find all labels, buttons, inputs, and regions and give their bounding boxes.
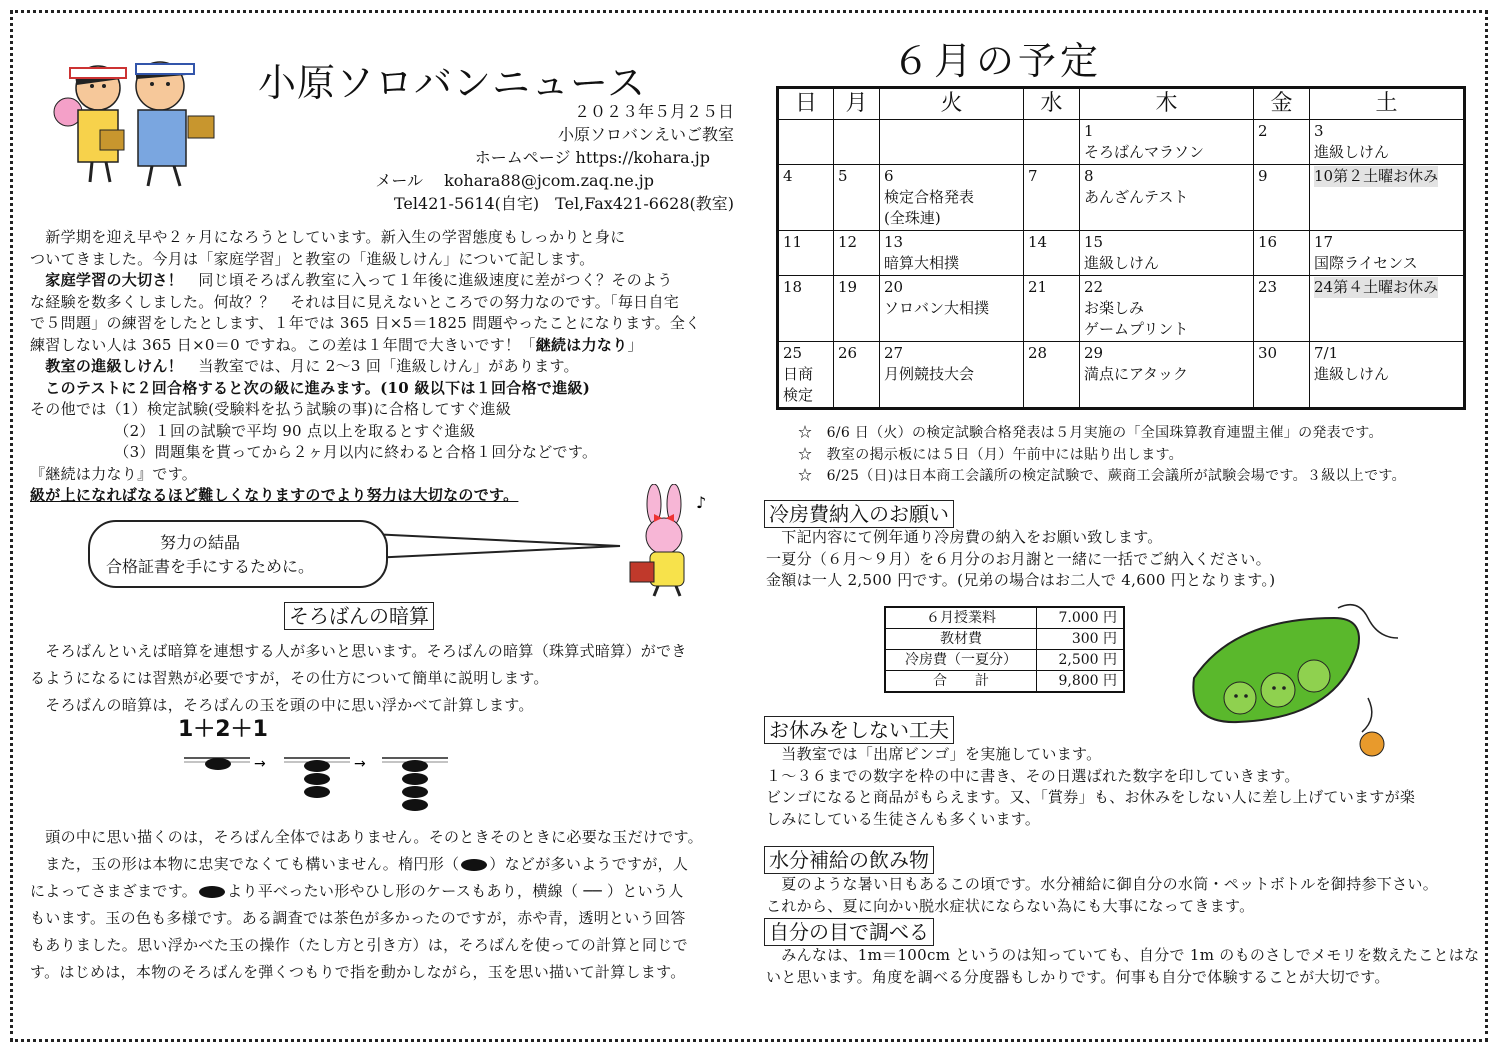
home-study-line: 練習しない人は 365 日×0＝0 ですね。この差は１年間で大きいです！「継続は力なり」 bbox=[30, 335, 643, 354]
calendar-day-cell bbox=[880, 165, 1024, 231]
eyes-section-title: 自分の目で調べる bbox=[764, 918, 934, 946]
eyes-line: みんなは、1m＝100cm というのは知っていても、自分で 1m のものさしでメモリを数えたことはな bbox=[766, 946, 1480, 964]
calendar-day-cell bbox=[834, 276, 880, 342]
rabbit-illustration bbox=[620, 484, 716, 600]
bead-ellipse-icon bbox=[461, 859, 487, 871]
water-section-title: 水分補給の飲み物 bbox=[764, 846, 934, 874]
newsletter-title: 小原ソロバンニュース bbox=[258, 61, 647, 105]
fee-total-row: 合 計 9,800 円 bbox=[885, 671, 1124, 693]
calendar-day-cell bbox=[1024, 342, 1080, 409]
eyes-text bbox=[766, 945, 1479, 988]
day-number: 16 bbox=[1258, 233, 1278, 251]
homepage-text: ホームページ https://kohara.jp bbox=[474, 148, 710, 167]
anzan-body-line: もありました。思い浮かべた玉の操作（たし方と引き方）は，そろばんを使っての計算と同じで bbox=[30, 936, 688, 954]
day-number: 5 bbox=[838, 167, 848, 185]
day-number: 7/1 bbox=[1314, 344, 1339, 362]
calendar-day-cell bbox=[1080, 120, 1254, 165]
day-event: 進級しけん bbox=[1314, 365, 1390, 383]
calendar-header-row bbox=[778, 88, 1465, 120]
day-event: ソロバン大相撲 bbox=[884, 299, 990, 317]
calendar-day-cell bbox=[1024, 120, 1080, 165]
anzan-body-line: す。はじめは，本物のそろばんを弾くつもりで指を動かしながら，玉を思い描いて計算します。 bbox=[30, 963, 686, 981]
cooling-line: 金額は一人 2,500 円です。(兄弟の場合はお二人で 4,600 円となります。) bbox=[766, 571, 1276, 589]
rest-text bbox=[766, 744, 1415, 830]
calendar-day-cell bbox=[1080, 165, 1254, 231]
day-event: そろばんマラソン bbox=[1084, 143, 1205, 161]
day-event: 第４土曜お休み bbox=[1333, 278, 1439, 296]
exam-line: （2）１回の試験で平均 90 点以上を取るとすぐ進級 bbox=[30, 421, 476, 440]
cooling-section-title: 冷房費納入のお願い bbox=[764, 500, 954, 528]
calendar-day-cell bbox=[1310, 165, 1465, 231]
calendar-day-cell bbox=[1080, 342, 1254, 409]
anzan-body-line: 頭の中に思い描くのは，そろばん全体ではありません。そのときそのときに必要な玉だけです。 bbox=[30, 828, 703, 846]
june-calendar bbox=[776, 86, 1466, 410]
calendar-week-row bbox=[778, 342, 1465, 409]
day-number: 13 bbox=[884, 233, 904, 251]
exam-line: その他では（1）検定試験(受験料を払う試験の事)に合格してすぐ進級 bbox=[30, 400, 512, 418]
day-number: 22 bbox=[1084, 278, 1104, 296]
fee-row: ６月授業料 7.000 円 bbox=[885, 607, 1124, 629]
home-study-line: な経験を数多くしました。何故？？ それは目に見えないところでの努力なのです。「毎日自宅 bbox=[30, 292, 680, 311]
anzan-formula: 1＋2＋1 bbox=[178, 717, 268, 742]
calendar-day-cell bbox=[880, 120, 1024, 165]
day-event: 満点にアタック bbox=[1084, 365, 1188, 383]
day-number: 12 bbox=[838, 233, 858, 251]
motto-text: 継続は力なり bbox=[535, 335, 628, 354]
schedule-notes bbox=[798, 423, 1406, 488]
abacus-bead-diagram bbox=[184, 750, 454, 820]
cooling-line: 下記内容にて例年通り冷房費の納入をお願い致します。 bbox=[766, 528, 1163, 546]
day-event: あんざんテスト bbox=[1084, 188, 1189, 206]
svg-text:♪: ♪ bbox=[696, 493, 707, 512]
calendar-day-cell bbox=[834, 120, 880, 165]
rest-section-title: お休みをしない工夫 bbox=[764, 716, 954, 744]
anzan-intro bbox=[30, 638, 687, 719]
calendar-day-cell bbox=[834, 231, 880, 276]
calendar-day-cell bbox=[1310, 231, 1465, 276]
anzan-body-line: また，玉の形は本物に忠実でなくても構いません。楕円形（ ）などが多いようですが，人 bbox=[30, 855, 689, 873]
calendar-day-cell bbox=[1254, 165, 1310, 231]
calendar-day-cell bbox=[1080, 276, 1254, 342]
calendar-day-cell bbox=[778, 231, 834, 276]
day-event: 暗算大相撲 bbox=[884, 254, 960, 272]
day-event: お楽しみ ゲームプリント bbox=[1084, 299, 1189, 338]
bead-ellipse-icon bbox=[199, 886, 225, 898]
calendar-day-cell bbox=[1310, 276, 1465, 342]
day-number: 11 bbox=[783, 233, 803, 251]
exam-line: 『継続は力なり』です。 bbox=[30, 464, 198, 483]
school-name: 小原ソロバンえいご教室 bbox=[557, 125, 734, 144]
day-number: 9 bbox=[1258, 167, 1268, 185]
day-number: 10 bbox=[1314, 167, 1334, 185]
anzan-body-line: もいます。玉の色も多様です。ある調査では茶色が多かったのですが，赤や青，透明という回答 bbox=[30, 909, 686, 927]
calendar-day-cell bbox=[1254, 342, 1310, 409]
calendar-day-cell bbox=[1310, 342, 1465, 409]
day-event: 進級しけん bbox=[1314, 143, 1390, 161]
day-number: 25 bbox=[783, 344, 803, 362]
calendar-day-cell bbox=[1254, 231, 1310, 276]
day-event: 日商 検定 bbox=[783, 365, 814, 404]
calendar-day-cell bbox=[834, 165, 880, 231]
anzan-body-line: によってさまざまです。 より平べったい形やひし形のケースもあり，横線（ ── ）という人 bbox=[30, 882, 684, 900]
day-number: 7 bbox=[1028, 167, 1038, 185]
day-event: 検定合格発表 (全珠連) bbox=[884, 188, 975, 227]
schedule-note: ☆ 6/25（日)は日本商工会議所の検定試験で、蕨商工会議所が試験会場です。３級以上です。 bbox=[798, 468, 1406, 484]
home-study-heading: 家庭学習の大切さ！ bbox=[30, 271, 184, 289]
day-event: 進級しけん bbox=[1084, 254, 1160, 272]
exam-conclusion: 級が上になればなるほど難しくなりますのでより努力は大切なのです。 bbox=[30, 486, 519, 504]
fee-table bbox=[884, 606, 1125, 693]
day-number: 14 bbox=[1028, 233, 1048, 251]
calendar-day-cell bbox=[1024, 231, 1080, 276]
calendar-day-cell bbox=[1254, 276, 1310, 342]
calendar-week-row bbox=[778, 165, 1465, 231]
day-header: 火 bbox=[880, 88, 1024, 120]
rest-line: １～３６までの数字を枠の中に書き、その日選ばれた数字を印していきます。 bbox=[766, 766, 1300, 785]
svg-text:→: → bbox=[254, 756, 266, 772]
header-info bbox=[0, 100, 734, 215]
day-number: 27 bbox=[884, 344, 904, 362]
day-number: 23 bbox=[1258, 278, 1278, 296]
day-event: 第２土曜お休み bbox=[1333, 167, 1439, 185]
day-number: 18 bbox=[783, 278, 803, 296]
day-number: 24 bbox=[1314, 278, 1334, 296]
home-study-line: 家庭学習の大切さ！ 同じ頃そろばん教室に入って１年後に進級速度に差がつく？そのよう bbox=[30, 271, 673, 289]
calendar-day-cell bbox=[1254, 120, 1310, 165]
day-header: 水 bbox=[1024, 88, 1080, 120]
intro-line: ついてきました。今月は「家庭学習」と教室の「進級しけん」について記します。 bbox=[30, 249, 595, 268]
issue-date: ２０２３年５月２５日 bbox=[573, 102, 734, 121]
calendar-day-cell bbox=[880, 231, 1024, 276]
day-header: 日 bbox=[778, 88, 834, 120]
day-number: 26 bbox=[838, 344, 858, 362]
exam-rule-line: このテストに２回合格すると次の級に進みます。(10 級以下は１回合格で進級) bbox=[30, 378, 591, 397]
calendar-week-row bbox=[778, 120, 1465, 165]
tel-text: Tel421-5614(自宅) Tel,Fax421-6628(教室) bbox=[394, 194, 734, 213]
calendar-day-cell bbox=[778, 342, 834, 409]
day-header: 土 bbox=[1310, 88, 1465, 120]
anzan-section-title: そろばんの暗算 bbox=[284, 602, 434, 630]
calendar-day-cell bbox=[880, 276, 1024, 342]
calendar-day-cell bbox=[880, 342, 1024, 409]
exam-line: 教室の進級しけん！ 当教室では、月に 2～3 回「進級しけん」があります。 bbox=[30, 357, 579, 375]
calendar-week-row bbox=[778, 231, 1465, 276]
day-number: 28 bbox=[1028, 344, 1048, 362]
fee-row: 冷房費（一夏分） 2,500 円 bbox=[885, 650, 1124, 671]
calendar-day-cell bbox=[834, 342, 880, 409]
bubble-line: 合格証書を手にするために。 bbox=[106, 557, 315, 576]
cooling-line: 一夏分（６月～９月）を６月分のお月謝と一緒に一括でご納入ください。 bbox=[766, 549, 1271, 568]
day-number: 1 bbox=[1084, 122, 1094, 140]
day-number: 6 bbox=[884, 167, 894, 185]
cooling-text bbox=[766, 527, 1275, 592]
rest-line: ビンゴになると商品がもらえます。又、「賞券」も、お休みをしない人に差し上げていますが楽 bbox=[766, 788, 1416, 806]
day-number: 3 bbox=[1314, 122, 1324, 140]
day-number: 15 bbox=[1084, 233, 1104, 251]
fee-row: 教材費 300 円 bbox=[885, 629, 1124, 650]
svg-text:→: → bbox=[354, 756, 366, 772]
home-study-line: で５問題」の練習をしたとします、１年では 365 日×5＝1825 問題やったことになります。全く bbox=[30, 314, 701, 332]
intro-line: 新学期を迎え早や２ヶ月になろうとしています。新入生の学習態度もしっかりと身に bbox=[30, 228, 626, 246]
day-number: 4 bbox=[783, 167, 793, 185]
water-line: 夏のような暑い日もあるこの頃です。水分補給に御自分の水筒・ペットボトルを御持参下さい。 bbox=[766, 875, 1439, 893]
day-header: 木 bbox=[1080, 88, 1254, 120]
schedule-note: ☆ 6/6 日（火）の検定試験合格発表は５月実施の「全国珠算教育連盟主催」の発表です。 bbox=[798, 425, 1383, 441]
day-number: 8 bbox=[1084, 167, 1094, 185]
day-number: 21 bbox=[1028, 278, 1048, 296]
anzan-line: るようになるには習熟が必要ですが，その仕方について簡単に説明します。 bbox=[30, 669, 549, 687]
day-number: 29 bbox=[1084, 344, 1104, 362]
anzan-line: そろばんの暗算は，そろばんの玉を頭の中に思い浮かべて計算します。 bbox=[30, 696, 534, 714]
day-number: 19 bbox=[838, 278, 858, 296]
anzan-body bbox=[30, 824, 703, 986]
bubble-tail bbox=[370, 528, 630, 568]
edamame-illustration bbox=[1188, 598, 1418, 768]
schedule-title: ６月の予定 bbox=[892, 39, 1103, 83]
calendar-day-cell bbox=[778, 165, 834, 231]
schedule-note: ☆ 教室の掲示板には５日（月）午前中には貼り出します。 bbox=[798, 446, 1183, 463]
bubble-line: 努力の結晶 bbox=[160, 533, 241, 552]
eyes-line: いと思います。角度を調べる分度器もしかりです。何事も自分で体験することが大切です。 bbox=[766, 967, 1390, 986]
calendar-day-cell bbox=[778, 276, 834, 342]
day-event: 国際ライセンス bbox=[1314, 254, 1418, 272]
day-event: 月例競技大会 bbox=[884, 365, 975, 383]
calendar-day-cell bbox=[1310, 120, 1465, 165]
calendar-week-row bbox=[778, 276, 1465, 342]
speech-bubble bbox=[88, 520, 388, 588]
calendar-day-cell bbox=[778, 120, 834, 165]
intro-section bbox=[30, 227, 701, 507]
day-header: 金 bbox=[1254, 88, 1310, 120]
day-number: 30 bbox=[1258, 344, 1278, 362]
rest-line: 当教室では「出席ビンゴ」を実施しています。 bbox=[766, 745, 1102, 763]
rest-line: しみにしている生徒さんも多くいます。 bbox=[766, 809, 1041, 828]
water-text bbox=[766, 874, 1438, 917]
mail-text: メール kohara88@jcom.zaq.ne.jp bbox=[375, 171, 654, 190]
water-line: これから、夏に向かい脱水症状にならない為にも大事になってきます。 bbox=[766, 896, 1255, 915]
calendar-day-cell bbox=[1080, 231, 1254, 276]
calendar-day-cell bbox=[1024, 165, 1080, 231]
exam-line: （3）問題集を貰ってから２ヶ月以内に終わると合格１回分などです。 bbox=[30, 443, 598, 461]
day-number: 20 bbox=[884, 278, 904, 296]
day-number: 2 bbox=[1258, 122, 1268, 140]
anzan-line: そろばんといえば暗算を連想する人が多いと思います。そろばんの暗算（珠算式暗算）ができ bbox=[30, 642, 687, 660]
day-number: 17 bbox=[1314, 233, 1334, 251]
exam-heading: 教室の進級しけん！ bbox=[30, 357, 184, 375]
calendar-day-cell bbox=[1024, 276, 1080, 342]
day-header: 月 bbox=[834, 88, 880, 120]
